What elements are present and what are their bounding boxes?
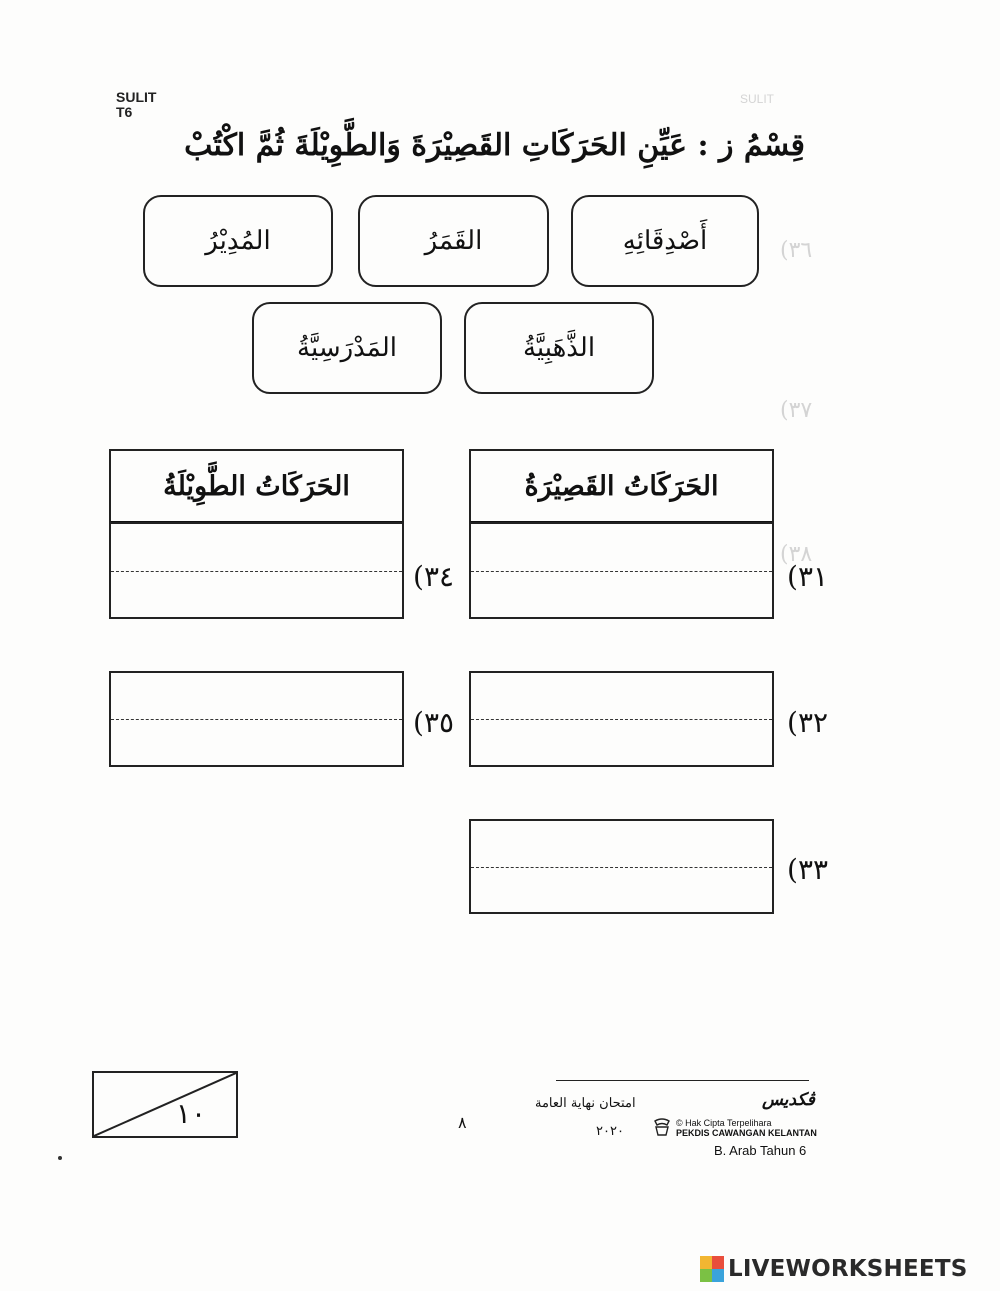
question-number-35: ٣٥) [413, 706, 455, 739]
paper-code: T6 [116, 104, 133, 120]
page-number: ٨ [458, 1113, 467, 1132]
score-divider-line [94, 1073, 236, 1136]
sulit-text: SULIT [116, 89, 157, 105]
section-instruction: قِسْمُ ز : عَيِّنِ الحَرَكَاتِ القَصِيْرَةَ وَالطَّوِيْلَةَ ثُمَّ اكْتُبْ [184, 128, 805, 163]
scan-speck [58, 1156, 62, 1160]
short-vowels-header: الحَرَكَاتُ القَصِيْرَةُ [469, 449, 774, 524]
bleed-through-mark: (٣٨ [780, 542, 813, 567]
exam-title: امتحان نهاية العامة [535, 1096, 636, 1111]
footer-rule [556, 1080, 809, 1081]
question-number-32: ٣٢) [787, 706, 829, 739]
logo-square-1 [700, 1256, 712, 1269]
answer-box-33[interactable] [469, 819, 774, 914]
liveworksheets-watermark [700, 1256, 967, 1282]
liveworksheets-logo-icon [700, 1256, 724, 1282]
question-number-31: ٣١) [787, 560, 829, 593]
word-box-5: المَدْرَسِيَّةُ [252, 302, 442, 394]
answer-box-31[interactable] [469, 522, 774, 619]
exam-year: ٢٠٢٠ [596, 1124, 624, 1139]
subject-label: B. Arab Tahun 6 [714, 1143, 807, 1158]
long-vowels-header: الحَرَكَاتُ الطَّوِيْلَةُ [109, 449, 404, 524]
word-box-1: أَصْدِقَائِهِ [571, 195, 759, 287]
logo-square-2 [712, 1256, 724, 1269]
word-box-2: القَمَرُ [358, 195, 549, 287]
answer-box-35[interactable] [109, 671, 404, 767]
bleed-through-text: SULIT [740, 92, 775, 106]
answer-box-32[interactable] [469, 671, 774, 767]
question-number-34: ٣٤) [413, 560, 455, 593]
logo-square-3 [700, 1269, 712, 1282]
organization-name: PEKDIS CAWANGAN KELANTAN [676, 1128, 817, 1138]
logo-square-4 [712, 1269, 724, 1282]
word-box-4: الذَّهَبِيَّةُ [464, 302, 654, 394]
pekdis-logo-icon [653, 1117, 671, 1137]
total-score: ١٠ [175, 1097, 206, 1130]
word-box-3: المُدِيْرُ [143, 195, 333, 287]
answer-box-34[interactable] [109, 522, 404, 619]
bleed-through-mark: (٣٦ [780, 238, 813, 263]
score-box [92, 1071, 238, 1138]
brand-arabic: ڤكديس [762, 1090, 815, 1110]
question-number-33: ٣٣) [787, 853, 829, 886]
security-label [116, 90, 156, 120]
bleed-through-mark: (٣٧ [780, 398, 813, 423]
liveworksheets-text: LIVEWORKSHEETS [728, 1256, 968, 1282]
copyright-text: © Hak Cipta Terpelihara [676, 1118, 772, 1128]
